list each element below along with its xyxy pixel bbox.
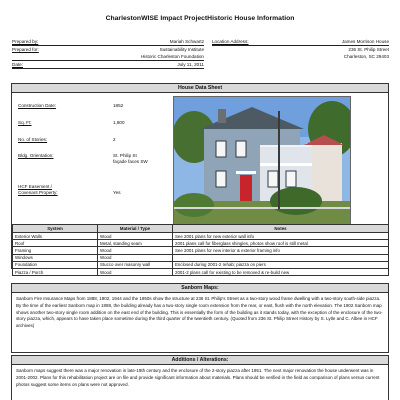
easement-label: HCF Easement / bbox=[18, 184, 52, 189]
system-cell: Exterior Walls bbox=[13, 233, 98, 240]
system-cell: Windows bbox=[13, 254, 98, 261]
prepared-for-row-2 bbox=[12, 53, 204, 61]
house-sheet-heading: House Data Sheet bbox=[12, 84, 388, 93]
table-row bbox=[13, 240, 389, 247]
prepared-info bbox=[12, 38, 204, 69]
sanborn-heading: Sanborn Maps: bbox=[12, 284, 388, 293]
house-photo-illustration bbox=[174, 97, 350, 225]
table-row bbox=[13, 254, 389, 261]
table-row bbox=[13, 233, 389, 240]
material-cell: Wood bbox=[98, 247, 173, 254]
location-label: Location Address: bbox=[212, 39, 249, 44]
prepared-by-value: Mariah Schwartz bbox=[169, 39, 204, 44]
easement-value: Yes bbox=[113, 190, 121, 195]
notes-cell bbox=[173, 254, 389, 261]
location-value: James Morrison House bbox=[341, 39, 389, 44]
table-row bbox=[13, 268, 389, 275]
system-cell: Framing bbox=[13, 247, 98, 254]
material-cell: Wood bbox=[98, 268, 173, 275]
material-column-header: Material / Type bbox=[98, 225, 173, 233]
system-cell: Roof bbox=[13, 240, 98, 247]
notes-cell: See 2001 plans for new exterior wall info bbox=[173, 233, 389, 240]
date-label: Date: bbox=[12, 62, 23, 67]
sqft-value: 1,800 bbox=[113, 120, 125, 125]
house-photo bbox=[173, 96, 351, 226]
additions-text: Sanborn maps suggest there was a major renovation in late-19th century and the enclosure of the 2-story piazza after 1951. The next major renovation the house underwent was in 2001-2002. Plans for this rehabilitation project are on file and provide significant information about materials. Plans should be verified in the field as comparison of plans versus current photos suggest some items on plans were not approved. bbox=[16, 368, 380, 387]
location-info bbox=[212, 38, 389, 60]
material-cell: Metal, standing seam bbox=[98, 240, 173, 247]
additions-heading: Additions / Alterations: bbox=[12, 356, 388, 365]
prepared-for-row bbox=[12, 46, 204, 53]
notes-column-header: Notes bbox=[173, 225, 389, 233]
material-cell: Wood bbox=[98, 254, 173, 261]
system-cell: Piazza / Porch bbox=[13, 268, 98, 275]
table-row bbox=[13, 247, 389, 254]
orientation-label: Bldg. Orientation: bbox=[18, 153, 54, 158]
orientation-value-2: façade faces SW bbox=[113, 159, 148, 164]
house-data-sheet bbox=[11, 83, 389, 275]
additions-section bbox=[11, 355, 389, 400]
location-value-2: 236 St. Philip Street bbox=[348, 47, 389, 52]
construction-date-value: 1852 bbox=[113, 103, 124, 108]
material-cell: Wood bbox=[98, 233, 173, 240]
prepared-by-label: Prepared by: bbox=[12, 39, 39, 44]
stories-value: 2 bbox=[113, 137, 116, 142]
sanborn-maps-section bbox=[11, 283, 389, 353]
prepared-for-value-2: Historic Charleston Foundation bbox=[140, 54, 204, 59]
table-row bbox=[13, 261, 389, 268]
prepared-for-value: Sustainability Institute bbox=[159, 47, 204, 52]
system-cell: Foundation bbox=[13, 261, 98, 268]
location-row-2 bbox=[212, 46, 389, 53]
notes-cell: See 2001 plans for new interior & exterior framing info bbox=[173, 247, 389, 254]
location-row bbox=[212, 38, 389, 46]
system-column-header: System bbox=[13, 225, 98, 233]
easement-label-2: Covenant Property: bbox=[18, 190, 58, 195]
date-row bbox=[12, 61, 204, 69]
notes-cell: 2001-2 plans call for existing to be removed & re-build new bbox=[173, 268, 389, 275]
systems-table bbox=[12, 224, 389, 276]
page-title: CharlestonWISE Impact ProjectHistoric House Information bbox=[105, 15, 295, 22]
notes-cell: 2001 plans call for fiberglass shingles, photos show roof is still metal bbox=[173, 240, 389, 247]
location-row-3 bbox=[212, 53, 389, 60]
location-value-3: Charleston, SC 29403 bbox=[343, 54, 389, 59]
notes-cell: Enclosed during 2001-2 rehab; piazza on piers bbox=[173, 261, 389, 268]
date-value: July 11, 2011 bbox=[177, 62, 204, 67]
sanborn-text: Sanborn Fire Insurance Maps from 1888, 1902, 1944 and the 1950s show the structure at 236 St. Philip's Street as a two-story wood frame dwelling with a two-story south-side piazza. By the time of the earliest Sanborn map in 1888, the building already has a two-story single room extension from the rear, or east, flush with the north elevation. The 1902 Sanborn map shows another two-story single room addition on the east end of the building. This is essentially the form of the building as it stands today, with the exception of the enclosure of the two-story piazza, which, appears to have taken place sometime during the third quarter of the twentieth century. (Quoted from 236 St. Philip Street History by S. Lytle and C. Albee in HCF archives) bbox=[16, 296, 383, 329]
prepared-for-label: Prepared for: bbox=[12, 47, 39, 52]
sqft-label: Sq. Ft: bbox=[18, 120, 32, 125]
orientation-value: St. Philip St bbox=[113, 153, 137, 158]
stories-label: No. of Stories: bbox=[18, 137, 48, 142]
construction-date-label: Construction Date: bbox=[18, 103, 57, 108]
prepared-by-row bbox=[12, 38, 204, 46]
material-cell: Stucco over masonry wall bbox=[98, 261, 173, 268]
table-header-row bbox=[13, 225, 389, 233]
